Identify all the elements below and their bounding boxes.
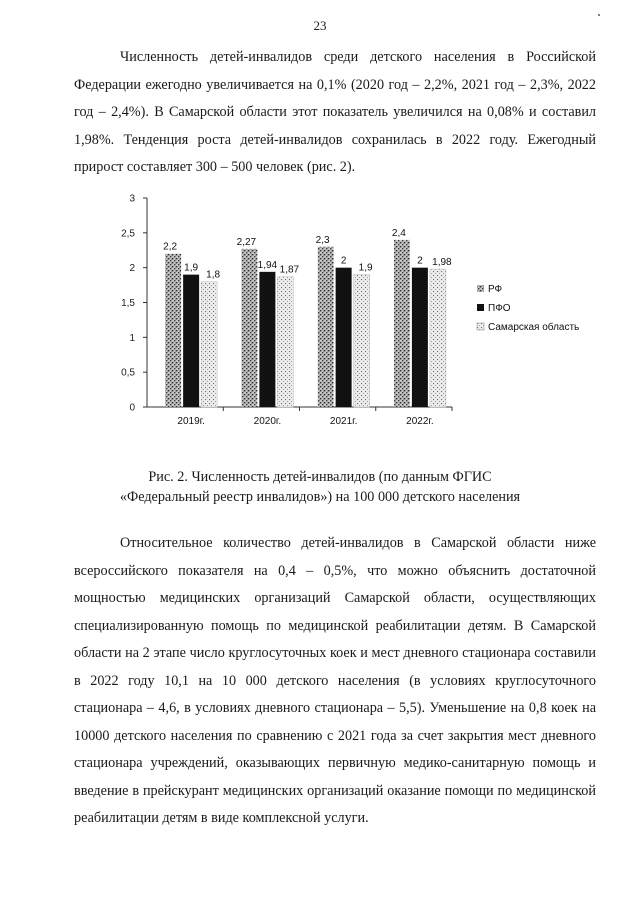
bar-value-label: 2	[417, 255, 423, 267]
bar-samara	[430, 269, 446, 407]
y-tick-label: 2,5	[121, 228, 135, 240]
x-tick-label: 2022г.	[406, 416, 434, 427]
y-tick-label: 1	[129, 332, 135, 344]
bar-rf	[318, 247, 334, 407]
bar-value-label: 1,8	[206, 269, 221, 281]
bar-value-label: 1,9	[184, 262, 199, 274]
bar-value-label: 1,9	[358, 262, 373, 274]
y-tick-label: 1,5	[121, 298, 135, 309]
bar-value-label: 1,87	[279, 264, 300, 276]
bar-pfo	[412, 268, 428, 407]
caption-line-1: Рис. 2. Численность детей-инвалидов (по данным ФГИС	[148, 469, 492, 485]
y-tick-label: 0	[129, 402, 135, 414]
bar-value-label: 1,98	[432, 257, 452, 269]
x-tick-label: 2019г.	[177, 416, 205, 427]
legend-swatch-2	[477, 323, 484, 330]
bar-pfo	[336, 268, 352, 407]
bar-value-label: 2,3	[315, 234, 330, 246]
bar-samara	[201, 282, 217, 407]
y-tick-label: 3	[129, 193, 135, 205]
y-tick-label: 2	[129, 263, 135, 275]
legend-label: РФ	[488, 284, 503, 295]
caption-line-2: «Федеральный реестр инвалидов») на 100 000 детского населения	[119, 489, 521, 505]
x-tick-label: 2021г.	[329, 416, 358, 427]
legend-swatch-1	[477, 304, 484, 311]
legend-label: ПФО	[488, 303, 511, 314]
bar-chart	[100, 190, 600, 440]
bar-rf	[165, 254, 181, 407]
legend-swatch-0	[477, 285, 484, 292]
page-number: 23	[313, 18, 327, 33]
x-tick-label: 2020г.	[253, 416, 282, 427]
bar-value-label: 2	[340, 255, 347, 267]
figure-caption	[0, 467, 640, 507]
scan-speck	[598, 14, 600, 16]
bar-value-label: 2,4	[391, 227, 406, 239]
bar-rf	[241, 249, 257, 407]
bar-rf	[394, 240, 410, 407]
bar-samara	[354, 275, 370, 407]
bar-pfo	[259, 272, 275, 407]
bar-value-label: 1,94	[257, 259, 278, 271]
paragraph-analysis: Относительное количество детей-инвалидов в Самарской области ниже всероссийского показателя на 0,4 – 0,5%, что можно объяснить достаточной мощностью медицинских организаций Самарской области, осуществляющих специализированную помощь по медицинской реабилитации детям. В Самарской области на 2 этапе число круглосуточных коек и мест дневного стационара составили в 2022 году 10,1 на 10 000 детского населения (в условиях круглосуточного стационара – 4,6, в условиях дневного стационара – 5,5). Уменьшение на 0,8 коек на 10000 детского населения по сравнению с 2021 года за счет закрытия мест дневного стационара учреждений, оказывающих первичную медико-санитарную помощь и введение в прейскурант медицинских организаций оказание помощи по медицинской реабилитации детям в виде комплексной услуги.	[74, 535, 596, 826]
paragraph-intro: Численность детей-инвалидов среди детского населения в Российской Федерации ежегодно увеличивается на 0,1% (2020 год – 2,2%, 2021 год – 2,3%, 2022 год – 2,4%). В Самарской области этот показатель увеличился на 0,08% и составил 1,98%. Тенденция роста детей-инвалидов сохранилась в 2022 году. Ежегодный прирост составляет 300 – 500 человек (рис. 2).	[74, 49, 596, 175]
y-tick-label: 0,5	[121, 367, 135, 379]
legend-label: Самарская область	[488, 322, 580, 333]
bar-value-label: 2,27	[236, 236, 257, 248]
bar-samara	[277, 277, 293, 407]
bar-value-label: 2,2	[163, 241, 178, 253]
bar-pfo	[183, 275, 199, 407]
